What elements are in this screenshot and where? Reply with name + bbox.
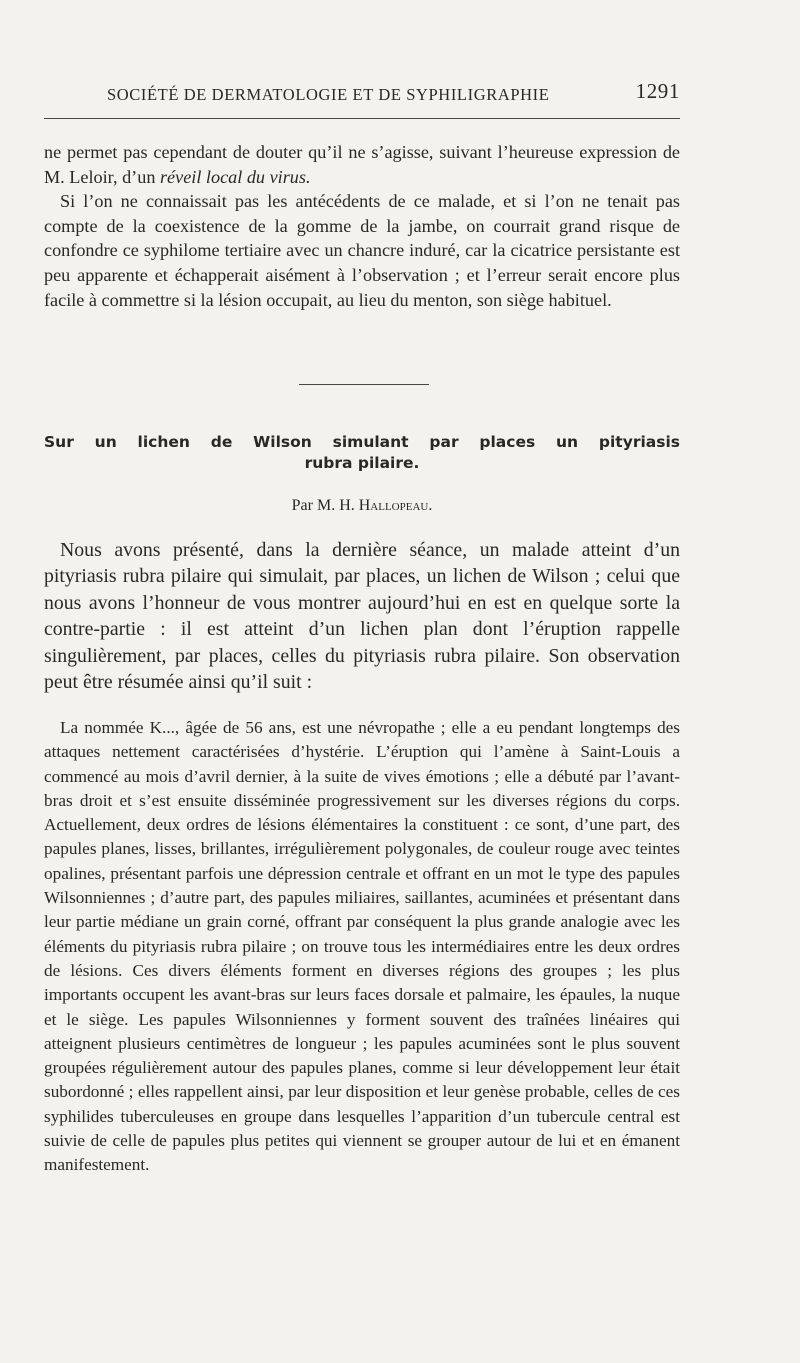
byline-author: Hallopeau. bbox=[358, 497, 433, 514]
observation-text bbox=[44, 716, 680, 1178]
page-number: 1291 bbox=[635, 79, 680, 103]
article-intro bbox=[44, 537, 680, 695]
page-body bbox=[44, 0, 680, 1363]
intro-paragraph-2: Si l’on ne connaissait pas les antécédents de ce malade, et si l’on ne tenait pas compte de la coexistence de la gomme de la jambe, on courrait grand risque de confondre ce syphilome tertiaire avec un chancre induré, car la cicatrice persistante est peu apparente et échapperait aisément à l’observation ; et l’erreur serait encore plus facile à commettre si la lésion occupait, au lieu du menton, son siège habituel. bbox=[44, 191, 680, 310]
observation-paragraph: La nommée K..., âgée de 56 ans, est une névropathe ; elle a eu pendant longtemps des attaques nettement caractérisées d’hystérie. L’éruption qui l’amène à Saint-Louis a commencé au mois d’avril dernier, à la suite de vives émotions ; elle a débuté par l’avant-bras droit et s’est ensuite disséminée progressivement sur les diverses régions du corps. Actuellement, deux ordres de lésions élémentaires la constituent : ce sont, d’une part, des papules planes, lisses, brillantes, irrégulièrement polygonales, de couleur rouge avec teintes opalines, présentant parfois une dépression centrale et offrant en un mot le type des papules Wilsonniennes ; d’autre part, des papules miliaires, saillantes, acuminées et présentant dans leur partie médiane un grain corné, offrant par conséquent la plus grande analogie avec les éléments du pityriasis rubra pilaire ; on trouve tous les intermédiaires entre les deux ordres de lésions. Ces divers éléments forment en diverses régions des groupes ; les plus importants occupent les avant-bras sur leurs faces dorsale et palmaire, les épaules, la nuque et le siège. Les papules Wilsonniennes y forment souvent des traînées linéaires qui atteignent plusieurs centimètres de longueur ; les papules acuminées sont le plus souvent groupées régulièrement autour des papules planes, comme si leur développement leur était subordonné ; elles rappellent ainsi, par leur disposition et leur genèse probable, celles de ces syphilides tuberculeuses en groupe dans lesquelles l’apparition d’un tubercule central est suivie de celle de papules plus petites qui viennent se grouper autour de lui et en émanent manifestement. bbox=[44, 718, 680, 1175]
byline-prefix: Par M. H. bbox=[291, 497, 355, 514]
running-head-title: SOCIÉTÉ DE DERMATOLOGIE ET DE SYPHILIGRAPHIE bbox=[107, 85, 550, 104]
section-separator bbox=[299, 384, 429, 385]
article-title-line-1: Sur un lichen de Wilson simulant par places un pityriasis bbox=[44, 433, 680, 451]
intro-text bbox=[44, 140, 680, 312]
article-title-line-2: rubra pilaire. bbox=[304, 454, 420, 472]
header-rule bbox=[44, 118, 680, 119]
running-head bbox=[44, 79, 680, 105]
article-intro-paragraph: Nous avons présenté, dans la dernière séance, un malade atteint d’un pityriasis rubra pilaire qui simulait, par places, un lichen de Wilson ; celui que nous avons l’honneur de vous montrer aujourd’hui en est en quelque sorte la contre-partie : il est atteint d’un lichen plan dont l’éruption rappelle singulièrement, par places, celles du pityriasis rubra pilaire. Son observation peut être résumée ainsi qu’il suit : bbox=[44, 539, 680, 694]
intro-paragraph-1-italic: réveil local du virus. bbox=[159, 166, 311, 187]
article-title bbox=[44, 432, 680, 474]
intro-paragraph-1-text: ne permet pas cependant de douter qu’il ne s’agisse, suivant l’heureuse expression de M. Leloir, d’un bbox=[44, 142, 680, 187]
intro-paragraph-1 bbox=[44, 140, 680, 189]
byline bbox=[44, 497, 680, 515]
